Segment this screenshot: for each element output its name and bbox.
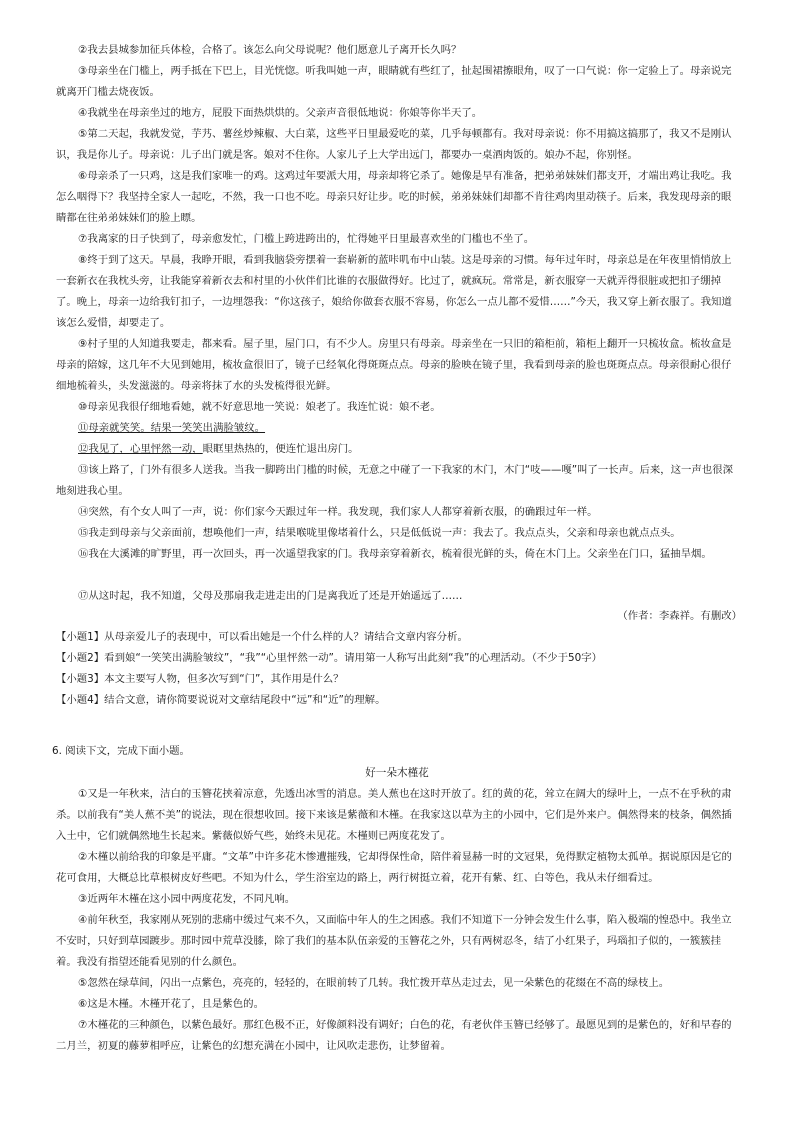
underlined-sentence: ⑫我见了，心里怦然一动，: [78, 443, 203, 455]
story1-paragraph-9: ⑨村子里的人知道我要走，都来看。屋子里，屋门口，有不少人。房里只有母亲。母亲坐在一只旧的箱柜前，箱柜上翻开一只梳妆盒。梳妆盒是母亲的陪嫁，这几年不大见到她用，梳妆盒很旧了，镜子已经氧化得斑斑点点。母亲的脸映在镜子里，我看到母亲的脸也斑斑点点。母亲很耐心很仔细地梳着头，头发滋滋的。母亲将抹了水的头发梳得很光鲜。: [56, 338, 732, 392]
story1-paragraph-14: ⑭突然，有个女人叫了一声，说：你们家今天跟过年一样。我发现，我们家人人都穿着新衣服，的确跟过年一样。: [78, 506, 598, 518]
story1-paragraph-17: ⑰从这时起，我不知道，父母及那扇我走进走出的门是离我近了还是开始遥远了……: [78, 590, 463, 602]
question-4: 【小题4】结合文意，请你简要说说对文章结尾段中“远”和“近”的理解。: [56, 694, 386, 706]
question-2: 【小题2】看到娘“一笑笑出满脸皱纹”，“我”“心里怦然一动”。请用第一人称写出此刻“我”的心理活动。（不少于50字）: [56, 652, 603, 664]
story1-paragraph-16: ⑯我在大溪滩的旷野里，再一次回头，再一次遥望我家的门。我母亲穿着新衣，梳着很光鲜的头，倚在木门上。父亲坐在门口，猛抽旱烟。: [78, 548, 712, 560]
article-paragraph-5: ⑤忽然在绿草间，闪出一点紫色，亮亮的，轻轻的，在眼前转了几转。我忙拨开草丛走过去，见一朵紫色的花缀在不高的绿枝上。: [78, 977, 670, 989]
story1-paragraph-4: ④我就坐在母亲坐过的地方，屁股下面热烘烘的。父亲声音很低地说：你娘等你半天了。: [78, 107, 483, 119]
story1-paragraph-3: ③母亲坐在门槛上，两手抵在下巴上，目光恍惚。听我叫她一声，眼睛就有些红了，扯起围裙擦眼角，叹了一口气说：你一定验上了。母亲说完就离开门槛去烧夜饭。: [56, 65, 732, 98]
article-paragraph-4: ④前年秋至，我家刚从死别的悲痛中缓过气来不久，又面临中年人的生之困惑。我们不知道下一分钟会发生什么事，陷入极端的惶恐中。我坐立不安时，只好到草园踱步。那时园中荒草没膝，除了我们的基本队伍亲爱的玉簪花之外，只有两树忍冬，结了小红果子，玛瑙扣子似的，一簇簇挂着。我没有指望还能看见别的什么颜色。: [56, 914, 732, 968]
story1-paragraph-6: ⑥母亲杀了一只鸡，这是我们家唯一的鸡。这鸡过年要派大用，母亲却将它杀了。她像是早有准备，把弟弟妹妹们都支开，才端出鸡让我吃。我怎么咽得下？我坚持全家人一起吃，不然，我一口也不吃。母亲只好让步。吃的时候，弟弟妹妹们却都不肯往鸡肉里动筷子。后来，我发现母亲的眼睛都在往弟弟妹妹们的脸上瞟。: [56, 170, 732, 224]
underlined-sentence: ⑪母亲就笑笑。结果一笑笑出满脸皱纹。: [78, 422, 266, 434]
story1-paragraph-8: ⑧终于到了这天。早晨，我睁开眼，看到我脑袋旁摆着一套崭新的蓝咔叽布中山装。这是母亲的习惯。每年过年时，母亲总是在年夜里悄悄放上一套新衣在我枕头旁，让我能穿着新衣去和村里的小伙伴们比谁的衣服做得好。比过了，就疯玩。常常是，新衣服穿一天就弄得很脏或把扣子绷掉了。晚上，母亲一边给我钉扣子，一边埋怨我：“你这孩子，娘给你做套衣服不容易，你怎么一点儿都不爱惜……”今天，我又穿上新衣服了。我知道该怎么爱惜，却要走了。: [56, 254, 732, 329]
story1-paragraph-13: ⑬该上路了，门外有很多人送我。当我一脚跨出门槛的时候，无意之中碰了一下我家的木门，木门“吱——嘎”叫了一长声。后来，这一声也很深地刻进我心里。: [56, 464, 733, 497]
article-paragraph-7: ⑦木槿花的三种颜色，以紫色最好。那红色极不正，好像颜料没有调好；白色的花，有老伙伴玉簪已经够了。最愿见到的是紫色的，好和早春的二月兰，初夏的藤萝相呼应，让紫色的幻想充满在小园中，让风吹走悲伤，让梦留着。: [56, 1019, 732, 1052]
article-title: 好一朵木槿花: [365, 767, 429, 779]
story1-paragraph-2: ②我去县城参加征兵体检，合格了。该怎么向父母说呢？他们愿意儿子离开长久吗？: [78, 44, 462, 56]
story1-paragraph-7: ⑦我离家的日子快到了，母亲愈发忙，门槛上跨进跨出的，忙得她平日里最喜欢坐的门槛也不坐了。: [78, 233, 535, 245]
article-paragraph-6: ⑥这是木槿。木槿开花了，且是紫色的。: [78, 998, 264, 1010]
question-1: 【小题1】从母亲爱儿子的表现中，可以看出她是一个什么样的人？请结合文章内容分析。: [56, 631, 468, 643]
story1-paragraph-15: ⑮我走到母亲与父亲面前，想唤他们一声，结果喉咙里像堵着什么，只是低低说一声：我去了。我点点头，父亲和母亲也就点点头。: [78, 527, 681, 539]
story1-paragraph-10: ⑩母亲见我很仔细地看她，就不好意思地一笑说：娘老了。我连忙说：娘不老。: [78, 401, 441, 413]
story1-paragraph-11: [56, 418, 740, 439]
story1-paragraph-5: ⑤第二天起，我就发觉，芋艿、薯丝炒辣椒、大白菜，这些平日里最爱吃的菜，几乎每顿都有。我对母亲说：你不用搞这搞那了，我又不是刚认识，我是你儿子。母亲说：儿子出门就是客。娘对不住你。人家儿子上大学出远门，都要办一桌酒肉饭的。娘办不起，你别怪。: [56, 128, 732, 161]
author-credit: （作者：李森祥。有删改）: [617, 610, 742, 622]
article-paragraph-1: ①又是一年秋来，洁白的玉簪花挟着凉意，先透出冰雪的消息。美人蕉也在这时开放了。红的黄的花，耸立在阔大的绿叶上，一点不在乎秋的肃杀。以前我有“美人蕉不美”的说法，现在很想收回。接下来该是紫薇和木槿。在我家这以草为主的小园中，它们是外来户。偶然得来的枝条，偶然插入土中，它们就偶然地生长起来。紫薇似娇气些，始终未见花。木槿则已两度花发了。: [56, 788, 732, 842]
story1-paragraph-12: ⑫我见了，心里怦然一动，眼眶里热热的，便连忙退出房门。: [78, 443, 359, 455]
article-paragraph-3: ③近两年木槿在这小园中两度花发，不同凡响。: [78, 893, 296, 905]
question-3: 【小题3】本文主要写人物，但多次写到“门”，其作用是什么？: [56, 673, 344, 685]
section-6-heading: 6. 阅读下文，完成下面小题。: [52, 745, 190, 757]
article-paragraph-2: ②木槿以前给我的印象是平庸。“文革”中许多花木惨遭摧残，它却得保性命，陪伴着显赫一时的文冠果，免得默定植物太孤单。据说原因是它的花可食用，大概总比草根树皮好些吧。不知为什么，学生浴室边的路上，两行树挺立着，花开有紫、红、白等色，我从未仔细看过。: [56, 851, 732, 884]
